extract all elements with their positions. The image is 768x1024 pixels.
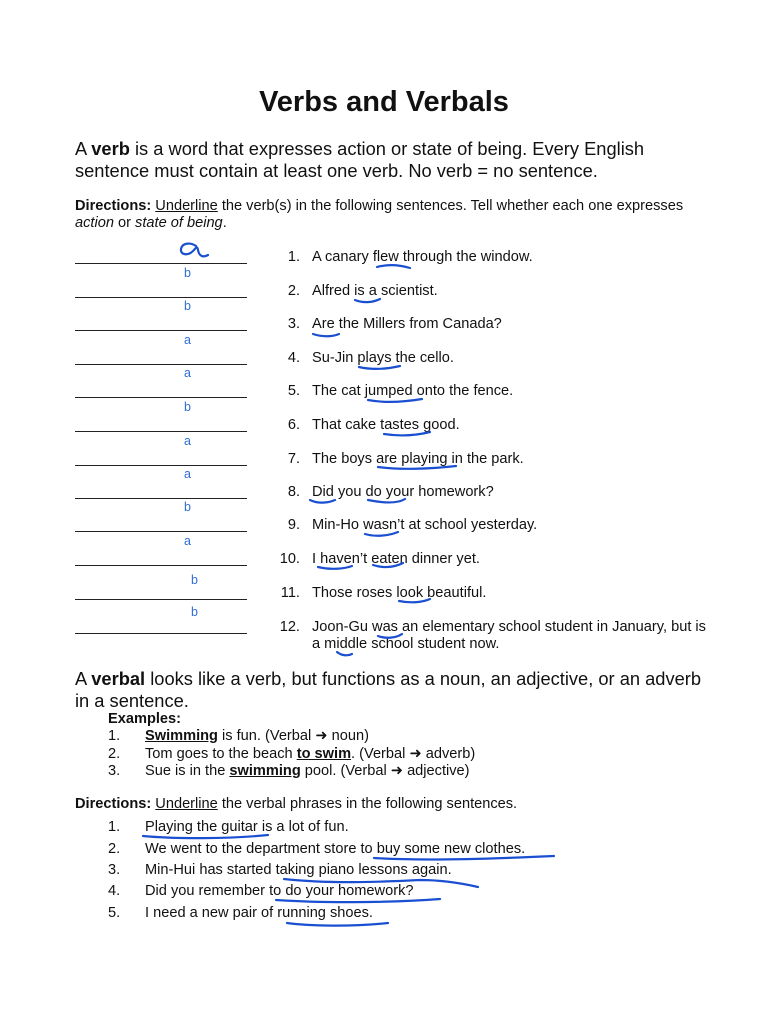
handwritten-answer: a — [184, 467, 191, 481]
verb-term: verb — [91, 138, 130, 159]
handwritten-answer: a — [184, 333, 191, 347]
question-text: Min-Ho wasn’t at school yesterday. — [312, 517, 538, 533]
verb-definition: A verb is a word that expresses action or state of being. Every English sentence must contain at least one verb. No verb = no sentence. — [75, 138, 645, 181]
question-number: 1. — [287, 249, 300, 265]
answer-blank[interactable] — [75, 573, 247, 600]
example-verbal: Swimming — [145, 728, 218, 744]
question-number: 5. — [287, 383, 300, 399]
question-number: 2. — [287, 283, 300, 299]
handwritten-answer: b — [184, 299, 191, 313]
verb-directions: Directions: Underline the verb(s) in the following sentences. Tell whether each one expresses action or state of being. — [75, 198, 684, 231]
answer-blank[interactable] — [75, 366, 247, 398]
question-row — [0, 333, 768, 370]
question-number: 12. — [279, 619, 300, 635]
question-text: Joon-Gu was an elementary school student in January, but is a middle school student now. — [312, 619, 706, 652]
answer-blank[interactable] — [75, 434, 247, 466]
handwritten-answer: b — [191, 573, 198, 587]
question-number: 6. — [287, 417, 300, 433]
question-number: 9. — [287, 517, 300, 533]
question-text: That cake tastes good. — [312, 417, 460, 433]
verbal-definition: A verbal looks like a verb, but functions as a noun, an adjective, or an adverb in a sentence. — [75, 668, 702, 711]
answer-blank[interactable] — [75, 500, 247, 532]
question-row — [0, 299, 768, 336]
question-number: 10. — [279, 551, 300, 567]
question-row — [0, 573, 768, 605]
handwritten-answer: b — [184, 500, 191, 514]
question-row — [0, 266, 768, 303]
handwritten-answer: b — [191, 605, 198, 619]
underline-running-shoes — [287, 923, 388, 926]
question-row — [0, 434, 768, 471]
worksheet-page: Verbs and Verbals A verb is a word that expresses action or state of being. Every English sentence must contain at least one verb. No verb = no sentence. Directions: Underline the verb(s) in the following sentences. Tell whether each one expresses action or state of being. 1. A canary flew through the window. b 2. Alfred is a scientist. b 3. Are the Millers from Canada? a 4. Su-Jin plays the cello. a 5. The cat jumped onto the fence. b 6. That cake tastes good. a 7. The boys are playing in the park. a 8. Did you do your homework? b 9. Min-Ho wasn’t at school yesterday. a 10. I haven’t eaten dinner yet. b 11. Those roses look beautiful. b 12. Joon-Gu was an elementary school student in January, but is a middle school student now. A verbal looks like a verb, but functions as a noun, an adjective, or an adverb in a sentence. Examples: 1. Swimming is fun. (Verbal ➜ noun) 2. Tom goes to the beach to swim. (Verbal ➜ adverb) 3. Sue is in the swimming pool. (Verbal ➜ adjective) Directions: Underline the verbal phrases in the following sentences. 1. Playing the guitar is a lot of fun. 2. We went to the department store to buy some new clothes. 3. Min-Hui has started taking piano lessons again. 4. Did you remember to do your homework? 5. I need a new pair of running shoes. — [0, 0, 768, 1024]
question-text: I haven’t eaten dinner yet. — [312, 551, 480, 567]
question-row — [0, 400, 768, 437]
question-number: 8. — [287, 484, 300, 500]
question-row — [0, 249, 768, 269]
handwritten-answer: a — [184, 534, 191, 548]
examples-heading: Examples: — [108, 711, 182, 727]
answer-blank[interactable] — [75, 333, 247, 365]
question-row — [0, 500, 768, 537]
verbal-term: verbal — [91, 668, 146, 689]
answer-blank[interactable] — [75, 249, 247, 264]
page-title: Verbs and Verbals — [259, 86, 509, 118]
question-text: The cat jumped onto the fence. — [312, 383, 514, 399]
question-text: Did you do your homework? — [312, 484, 494, 500]
handwritten-answer: a — [184, 434, 191, 448]
answer-blank[interactable] — [75, 534, 247, 566]
question-text: A canary flew through the window. — [312, 249, 533, 265]
question-row — [0, 605, 768, 652]
answer-blank[interactable] — [75, 400, 247, 432]
handwritten-answer: b — [184, 266, 191, 280]
answer-blank[interactable] — [75, 605, 247, 634]
question-row — [0, 366, 768, 403]
question-text: The boys are playing in the park. — [312, 451, 524, 467]
example-verbal: swimming — [229, 763, 301, 779]
question-text: Those roses look beautiful. — [312, 585, 487, 601]
question-number: 11. — [280, 585, 300, 601]
question-row — [0, 467, 768, 504]
question-row — [0, 534, 768, 571]
question-number: 3. — [287, 316, 300, 332]
example-verbal: to swim — [296, 746, 352, 762]
question-text: Are the Millers from Canada? — [312, 316, 502, 332]
question-text: Su-Jin plays the cello. — [312, 350, 454, 366]
question-number: 7. — [287, 451, 300, 467]
answer-blank[interactable] — [75, 467, 247, 499]
question-text: Alfred is a scientist. — [312, 283, 438, 299]
handwritten-answer: a — [184, 366, 191, 380]
question-number: 4. — [287, 350, 300, 366]
handwritten-answer: b — [184, 400, 191, 414]
answer-blank[interactable] — [75, 266, 247, 298]
handwritten-answer — [183, 229, 184, 230]
verbal-directions: Directions: Underline the verbal phrases in the following sentences. — [75, 796, 518, 812]
answer-blank[interactable] — [75, 299, 247, 331]
